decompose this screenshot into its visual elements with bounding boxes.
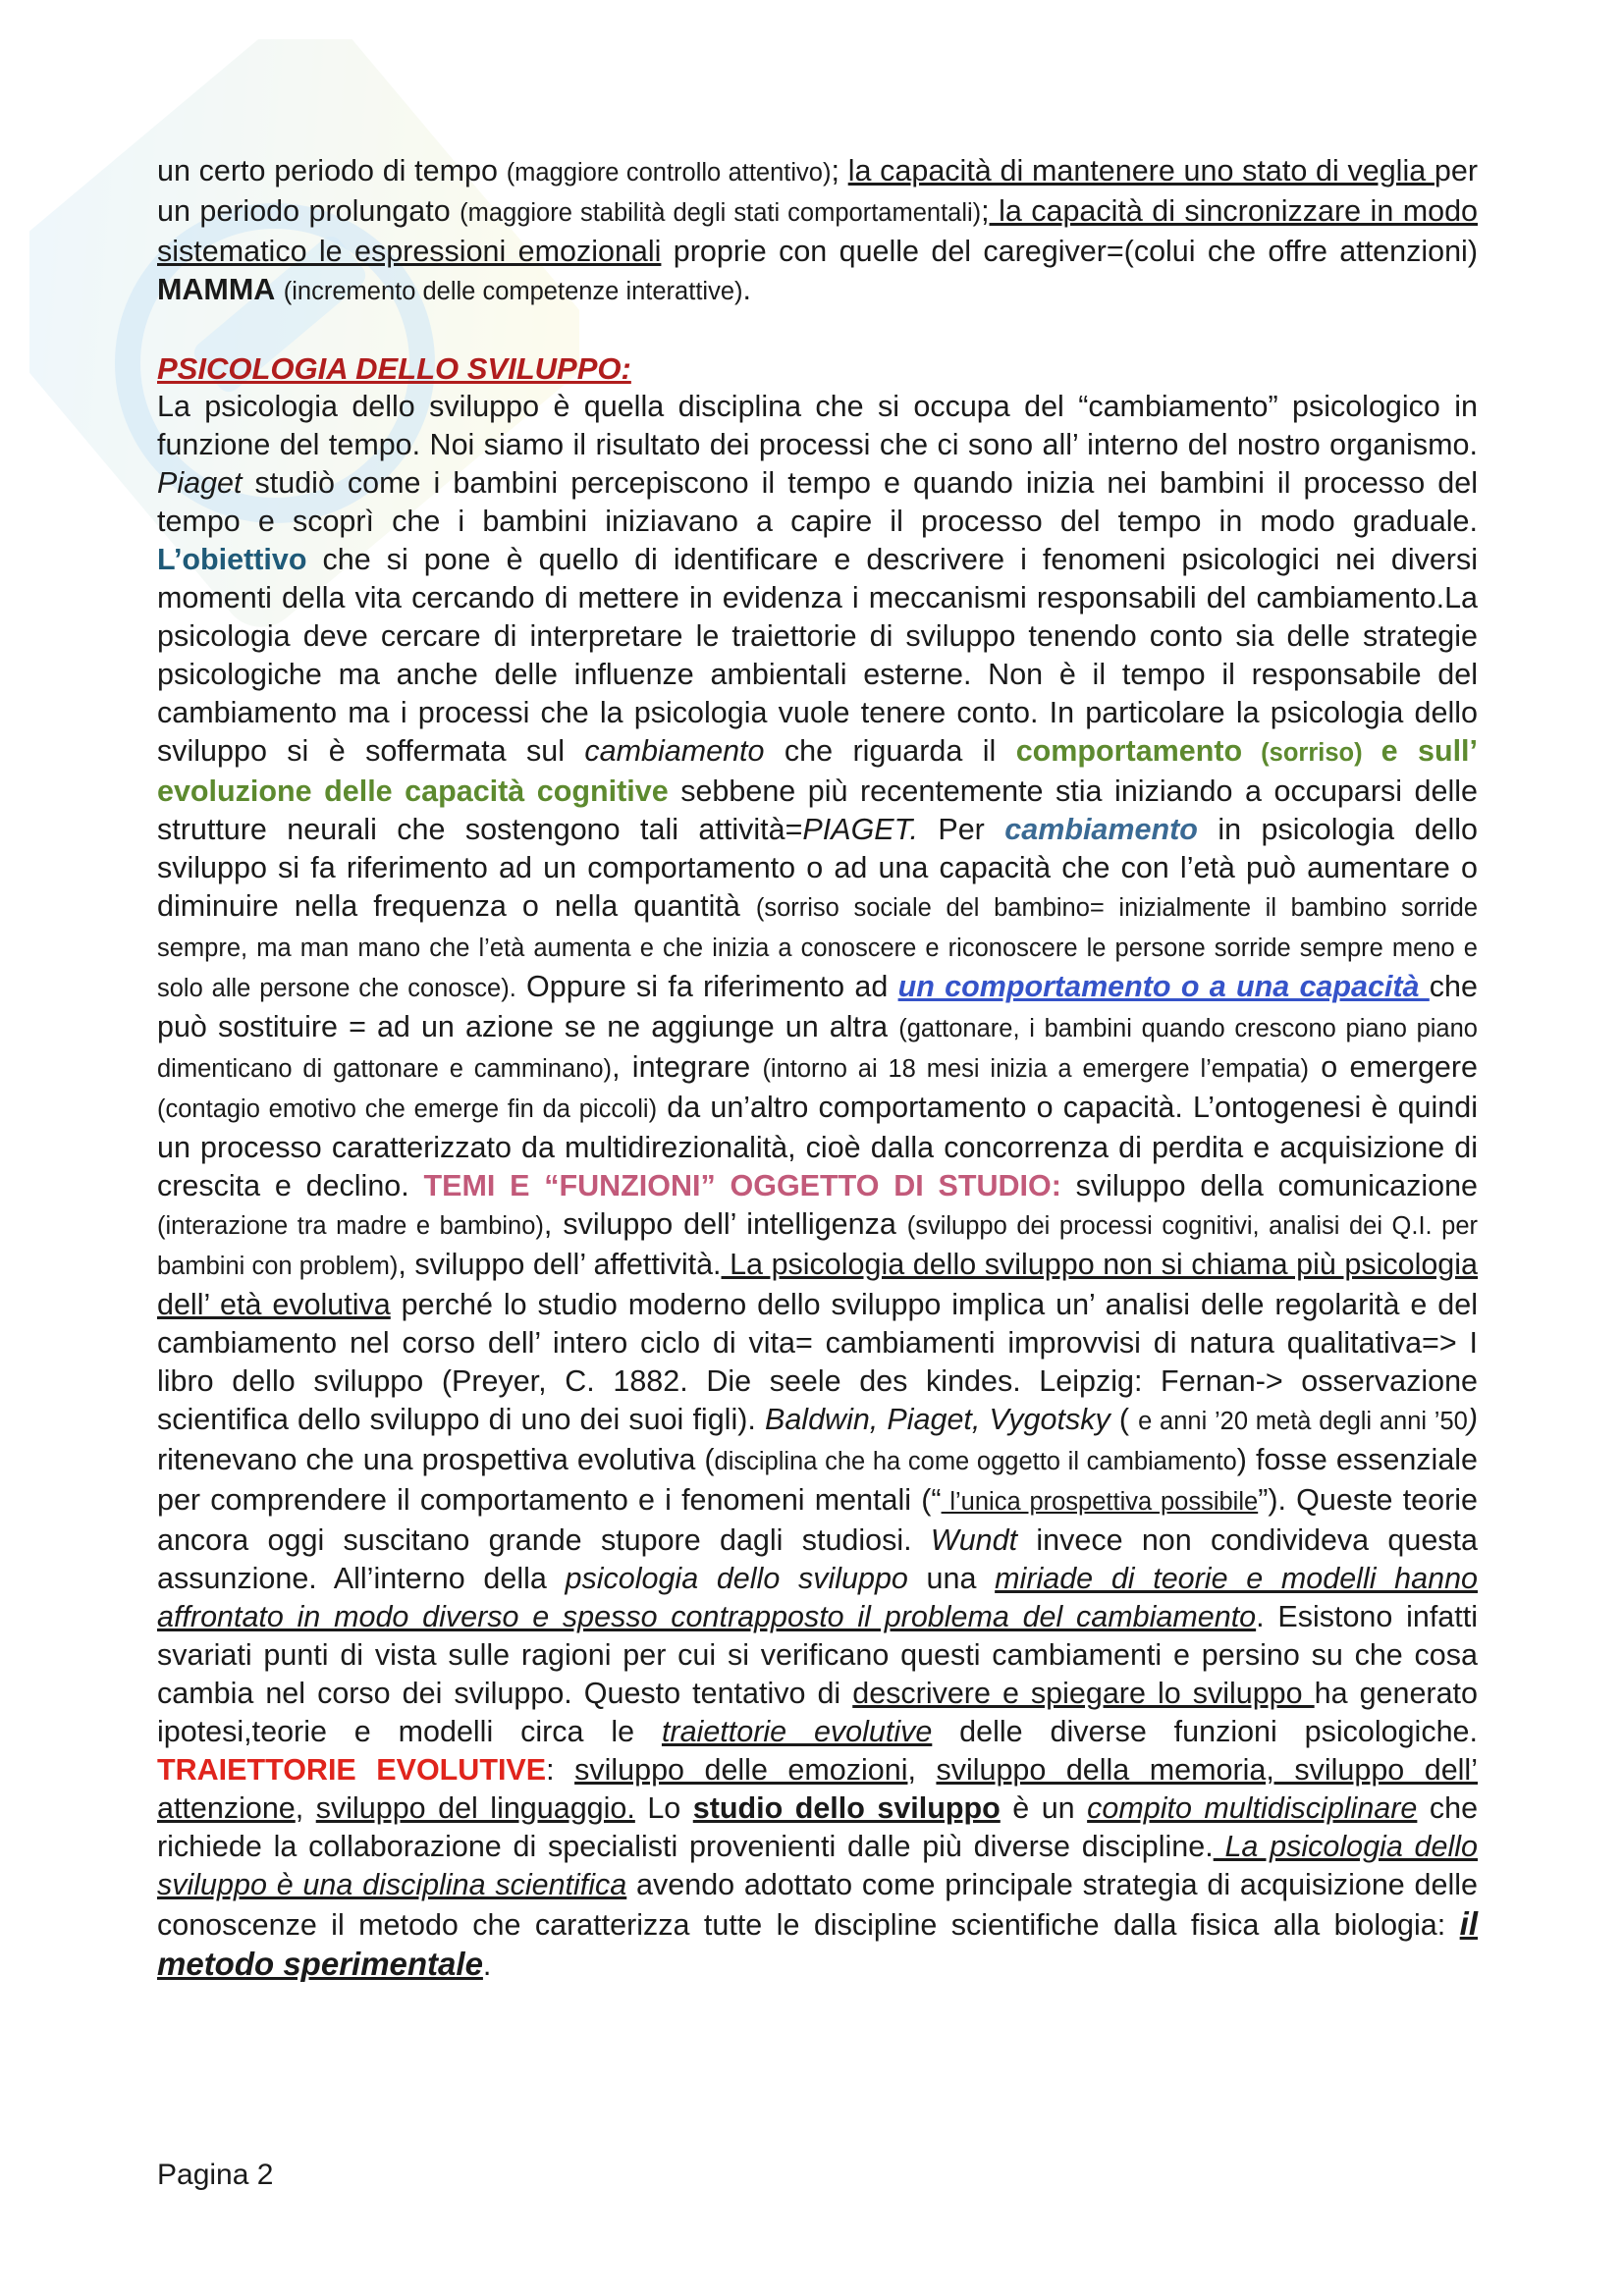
intro-paragraph: un certo periodo di tempo (maggiore controllo attentivo); la capacità di mantenere uno stato di veglia per un periodo prolungato (maggiore stabilità degli stati comportamentali); la capacità di sincronizzare in modo sistematico le espressioni emozionali proprie con quelle del caregiver=(colui che offre attenzioni) MAMMA (incremento delle competenze interattive). xyxy=(157,154,1479,306)
paragraph-gap xyxy=(157,311,1478,349)
section-heading: PSICOLOGIA DELLO SVILUPPO: xyxy=(157,351,631,386)
page-content xyxy=(157,152,1478,1985)
page-number: Pagina 2 xyxy=(157,2159,274,2191)
inline-link[interactable]: un comportamento o a una capacità xyxy=(897,970,1430,1003)
body-paragraph: La psicologia dello sviluppo è quella disciplina che si occupa del “cambiamento” psicologico in funzione del tempo. Noi siamo il risultato dei processi che ci sono all’ interno del nostro organismo. Piaget studiò come i bambini percepiscono il tempo e quando inizia nei bambini il processo del tempo e scoprì che i bambini iniziavano a capire il processo del tempo in modo graduale. L’obiettivo che si pone è quello di identificare e descrivere i fenomeni psicologici nei diversi momenti della vita cercando di mettere in evidenza i meccanismi responsabili del cambiamento.La psicologia deve cercare di interpretare le traiettorie di sviluppo tenendo conto sia delle strategie psicologiche ma anche delle influenze ambientali esterne. Non è il tempo il responsabile del cambiamento ma i processi che la psicologia vuole tenere conto. In particolare la psicologia dello sviluppo si è soffermata sul cambiamento che riguarda il comportamento (sorriso) e sull’ evoluzione delle capacità cognitive sebbene più recentemente stia iniziando a occuparsi delle strutture neurali che sostengono tali attività=PIAGET. Per cambiamento in psicologia dello sviluppo si fa riferimento ad un comportamento o ad una capacità che con l’età può aumentare o diminuire nella frequenza o nella quantità (sorriso sociale del bambino= inizialmente il bambino sorride sempre, ma man mano che l’età aumenta e che inizia a conoscere e riconoscere le persone sorride sempre meno e solo alle persone che conosce). Oppure si fa riferimento ad un comportamento o a una capacità che può sostituire = ad un azione se ne aggiunge un altra (gattonare, i bambini quando crescono piano piano dimenticano di gattonare e camminano), integrare (intorno ai 18 mesi inizia a emergere l’empatia) o emergere (contagio emotivo che emerge fin da piccoli) da un’altro comportamento o capacità. L’ontogenesi è quindi un processo caratterizzato da multidirezionalità, cioè dalla concorrenza di perdita e acquisizione di crescita e declino. TEMI E “FUNZIONI” OGGETTO DI STUDIO: sviluppo della comunicazione (interazione tra madre e bambino), sviluppo dell’ intelligenza (sviluppo dei processi cognitivi, analisi dei Q.I. per bambini con problem), sviluppo dell’ affettività. La psicologia dello sviluppo non si chiama più psicologia dell’ età evolutiva perché lo studio moderno dello sviluppo implica un’ analisi delle regolarità e del cambiamento nel corso dell’ intero ciclo di vita= cambiamenti improvvisi di natura qualitativa=> I libro dello sviluppo (Preyer, C. 1882. Die seele des kindes. Leipzig: Fernan-> osservazione scientifica dello sviluppo di uno dei suoi figli). Baldwin, Piaget, Vygotsky ( e anni ’20 metà degli anni ’50) ritenevano che una prospettiva evolutiva (disciplina che ha come oggetto il cambiamento) fosse essenziale per comprendere il comportamento e i fenomeni mentali (“ l’unica prospettiva possibile”). Queste teorie ancora oggi suscitano grande stupore dagli studiosi. Wundt invece non condivideva questa assunzione. All’interno della psicologia dello sviluppo una miriade di teorie e modelli hanno affrontato in modo diverso e spesso contrapposto il problema del cambiamento. Esistono infatti svariati punti di vista sulle ragioni per cui si verificano questi cambiamenti e persino su che cosa cambia nel corso dei sviluppo. Questo tentativo di descrivere e spiegare lo sviluppo ha generato ipotesi,teorie e modelli circa le traiettorie evolutive delle diverse funzioni psicologiche. TRAIETTORIE EVOLUTIVE: sviluppo delle emozioni, sviluppo della memoria, sviluppo dell’ attenzione, sviluppo del linguaggio. Lo studio dello sviluppo è un compito multidisciplinare che richiede la collaborazione di specialisti provenienti dalle più diverse discipline. La psicologia dello sviluppo è una disciplina scientifica avendo adottato come principale strategia di acquisizione delle conoscenze il metodo che caratterizza tutte le discipline scientifiche dalla fisica alla biologia: il metodo sperimentale. xyxy=(157,390,1479,1982)
